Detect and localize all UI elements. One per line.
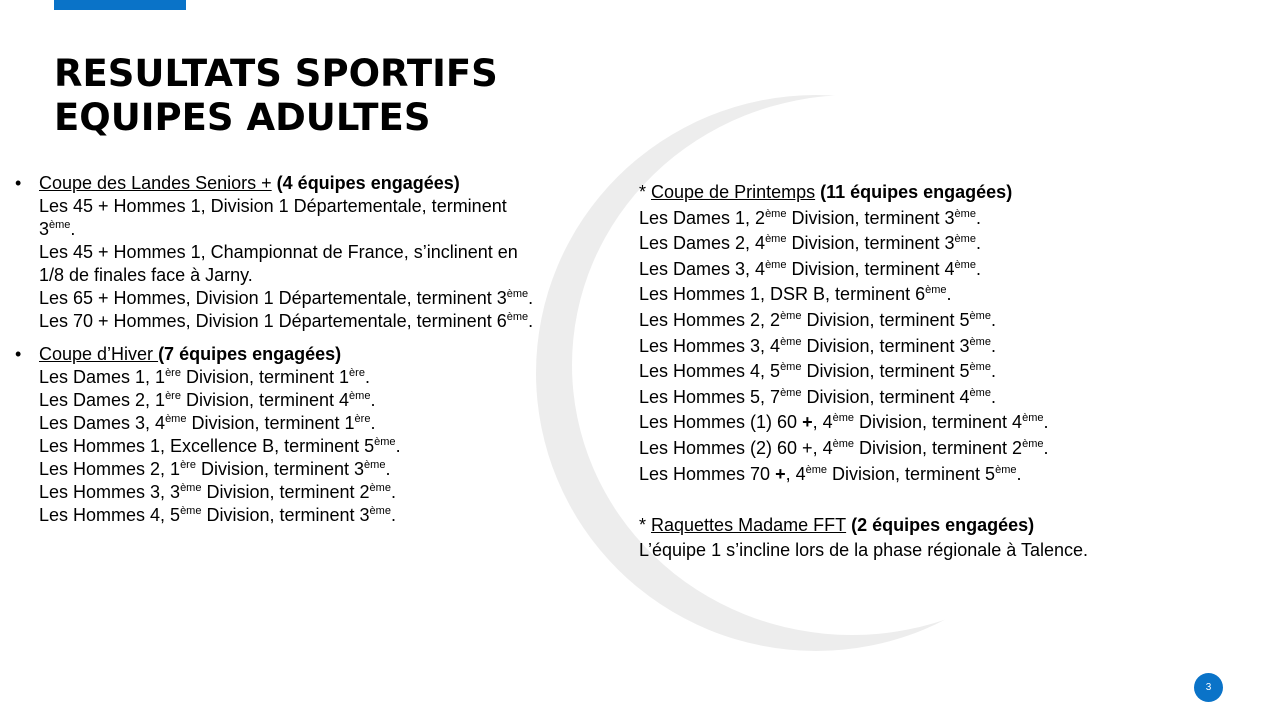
- coupe-hiver-count: (7 équipes engagées): [158, 344, 342, 364]
- bullet-icon: •: [15, 344, 22, 364]
- coupe-hiver-block: [15, 343, 545, 527]
- result-line: Les Hommes 5, 7ème Division, terminent 4ème.: [639, 386, 996, 407]
- printemps-name: Coupe de Printemps: [651, 182, 816, 202]
- result-line: Les Hommes 1, DSR B, terminent 6ème.: [639, 284, 952, 305]
- coupe-landes-heading: [39, 172, 545, 195]
- result-line: Les Dames 2, 4ème Division, terminent 3ème.: [639, 233, 981, 254]
- title-line-2: EQUIPES ADULTES: [54, 96, 431, 139]
- raquettes-heading: * Raquettes Madame FFT (2 équipes engagées): [639, 514, 1035, 535]
- result-line: Les Hommes (1) 60 +, 4ème Division, terminent 4ème.: [639, 412, 1049, 433]
- result-line: Les Hommes 1, Excellence B, terminent 5ème.: [39, 436, 401, 456]
- coupe-landes-name: Coupe des Landes Seniors +: [39, 173, 272, 193]
- coupe-hiver-heading: [39, 343, 545, 366]
- result-line: Les Dames 3, 4ème Division, terminent 4ème.: [639, 258, 981, 279]
- raquettes-name: Raquettes Madame FFT: [651, 514, 847, 535]
- spacer: [639, 487, 1159, 513]
- result-line: Les Hommes 4, 5ème Division, terminent 5ème.: [639, 361, 996, 382]
- slide-title: [54, 52, 498, 140]
- result-line: Les Hommes 3, 3ème Division, terminent 2ème.: [39, 482, 396, 502]
- result-line: Les 65 + Hommes, Division 1 Départementale, terminent 3ème.: [39, 288, 534, 308]
- result-line: L’équipe 1 s’incline lors de la phase régionale à Talence.: [639, 540, 1088, 561]
- coupe-landes-count: (4 équipes engagées): [271, 173, 460, 193]
- bullet-icon: •: [15, 173, 22, 193]
- raquettes-count: (2 équipes engagées): [846, 514, 1035, 535]
- printemps-count: (11 équipes engagées): [815, 182, 1013, 202]
- result-line: Les Dames 1, 2ème Division, terminent 3ème.: [639, 207, 981, 228]
- result-line: Les Hommes 2, 1ère Division, terminent 3ème.: [39, 459, 391, 479]
- printemps-heading: * Coupe de Printemps (11 équipes engagées): [639, 182, 1013, 202]
- result-line: Les 45 + Hommes 1, Division 1 Départementale, terminent 3ème.: [39, 196, 507, 239]
- coupe-hiver-name: Coupe d’Hiver: [39, 344, 159, 364]
- result-line: Les Hommes 70 +, 4ème Division, terminent 5ème.: [639, 463, 1022, 484]
- result-line: Les Dames 3, 4ème Division, terminent 1ère.: [39, 413, 376, 433]
- result-line: Les 70 + Hommes, Division 1 Départementale, terminent 6ème.: [39, 311, 534, 331]
- result-line: Les Hommes 4, 5ème Division, terminent 3ème.: [39, 505, 396, 525]
- left-column: [15, 172, 545, 537]
- result-line: Les 45 + Hommes 1, Championnat de France, s’inclinent en 1/8 de finales face à Jarny.: [39, 242, 518, 285]
- result-line: Les Hommes (2) 60 +, 4ème Division, terminent 2ème.: [639, 437, 1049, 458]
- result-line: Les Dames 2, 1ère Division, terminent 4ème.: [39, 390, 376, 410]
- right-column: [639, 180, 1159, 564]
- result-line: Les Dames 1, 1ère Division, terminent 1ère.: [39, 367, 370, 387]
- page-number-badge: 3: [1194, 673, 1223, 702]
- result-line: Les Hommes 3, 4ème Division, terminent 3ème.: [639, 335, 996, 356]
- result-line: Les Hommes 2, 2ème Division, terminent 5ème.: [639, 309, 996, 330]
- title-line-1: RESULTATS SPORTIFS: [54, 52, 498, 95]
- coupe-landes-block: [15, 172, 545, 333]
- accent-bar: [54, 0, 186, 10]
